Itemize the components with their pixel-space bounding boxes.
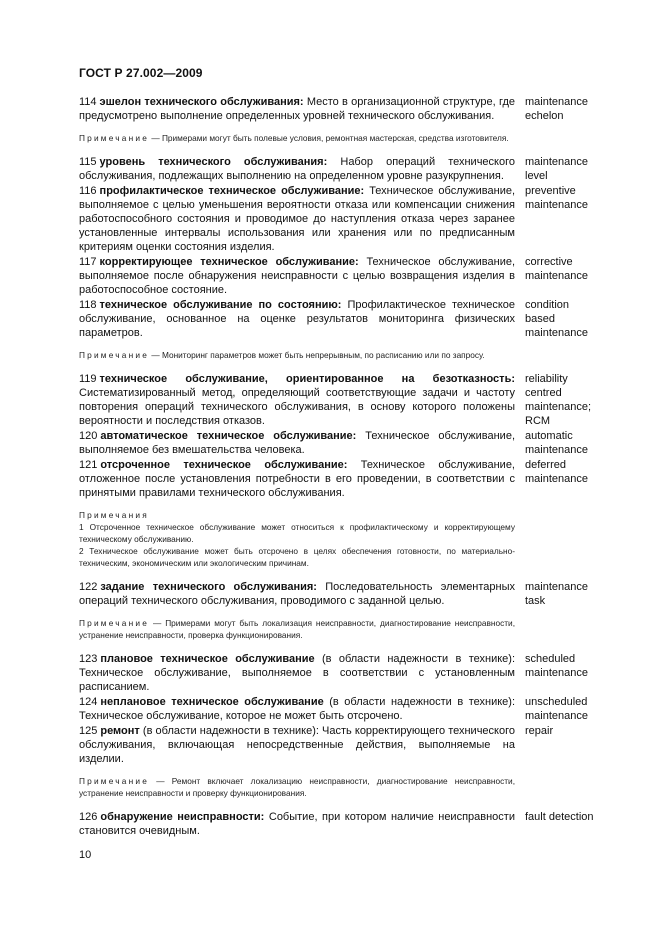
term-definition — [79, 580, 515, 608]
term-number: 126 — [79, 811, 98, 823]
english-equivalent — [525, 724, 620, 766]
term-name: задание технического обслуживания: — [100, 581, 317, 593]
term-entry — [79, 458, 620, 500]
term-entry — [79, 155, 620, 183]
term-name: неплановое техническое обслуживание — [100, 696, 324, 708]
term-number: 116 — [79, 185, 97, 197]
english-term-line: maintenance — [525, 667, 588, 679]
definition-text: Последовательность элементарных операций технического обслуживания, проводимого с заданной целью. — [79, 581, 516, 607]
note-text: — Мониторинг параметров может быть непрерывным, по расписанию или по запросу. — [151, 350, 485, 360]
definition-text: Набор операций технического обслуживания, подлежащих выполнению на определенном уровне разукрупнения. — [79, 156, 515, 182]
english-term-line: level — [525, 170, 548, 182]
term-entry — [79, 724, 620, 766]
term-definition — [79, 652, 515, 694]
english-term-line: maintenance — [525, 581, 588, 593]
term-entry — [79, 184, 620, 254]
term-entry — [79, 372, 620, 428]
term-number: 124 — [79, 696, 98, 708]
english-equivalent — [525, 652, 620, 694]
english-equivalent — [525, 429, 620, 457]
term-number: 117 — [79, 256, 97, 268]
note-label: Примечание — [79, 776, 150, 786]
note-paragraph — [79, 349, 515, 361]
term-entry — [79, 580, 620, 608]
english-term-line: echelon — [525, 110, 564, 122]
english-equivalent — [525, 372, 620, 428]
english-term-line: corrective — [525, 256, 573, 268]
term-note — [79, 775, 515, 799]
term-entry — [79, 652, 620, 694]
term-name: техническое обслуживание по состоянию: — [99, 299, 342, 311]
note-item: 2 Техническое обслуживание может быть отсрочено в целях обеспечения готовности, по материально-техническим, экономическим или экологическим причинам. — [79, 546, 515, 568]
english-term-line: maintenance — [525, 199, 588, 211]
english-term-line: repair — [525, 725, 554, 737]
definition-text: Событие, при котором наличие неисправности становится очевидным. — [79, 811, 515, 837]
english-term-line: maintenance — [525, 96, 588, 108]
english-equivalent — [525, 184, 620, 254]
notes-label: Примечания — [79, 510, 149, 520]
english-term-line: maintenance — [525, 444, 588, 456]
definition-text: Техническое обслуживание, отложенное после установления потребности в его проведении, в соответствии с принятыми правилами технического обслуживания. — [79, 459, 515, 499]
term-name: отсроченное техническое обслуживание: — [100, 459, 348, 471]
term-definition — [79, 184, 515, 254]
note-paragraph — [79, 132, 515, 144]
definition-text: Техническое обслуживание, выполняемое без вмешательства человека. — [79, 430, 516, 456]
definition-text: (в области надежности в технике): Техническое обслуживание, выполняемое в соответствии с установленным расписанием. — [79, 653, 516, 693]
english-equivalent — [525, 255, 620, 297]
term-number: 118 — [79, 299, 97, 311]
note-text: — Примерами могут быть локализация неисправности, диагностирование неисправности, устранение неисправности, проверка функционирования. — [79, 618, 515, 640]
english-term-line: centred — [525, 387, 562, 399]
definition-text: Систематизированный метод, определяющий соответствующие задачи и частоту повторения операций технического обслуживания, в основу которого положены вероятности и последствия отказов. — [79, 387, 515, 427]
english-term-line: deferred — [525, 459, 566, 471]
english-term-line: based — [525, 313, 555, 325]
definition-text: Профилактическое техническое обслуживание, основанное на оценке результатов мониторинга физических параметров. — [79, 299, 515, 339]
english-term-line: maintenance — [525, 473, 588, 485]
term-name: корректирующее техническое обслуживание: — [99, 256, 359, 268]
english-term-line: maintenance — [525, 156, 588, 168]
english-equivalent — [525, 458, 620, 500]
term-name: обнаружение неисправности: — [100, 811, 265, 823]
term-name: профилактическое техническое обслуживание: — [99, 185, 365, 197]
term-entry — [79, 95, 620, 123]
term-name: автоматическое техническое обслуживание: — [100, 430, 357, 442]
term-entry — [79, 810, 620, 838]
english-term-line: condition — [525, 299, 570, 311]
term-number: 119 — [79, 373, 97, 385]
term-definition — [79, 458, 515, 500]
english-term-line: reliability — [525, 373, 568, 385]
english-equivalent — [525, 298, 620, 340]
term-number: 121 — [79, 459, 98, 471]
english-equivalent — [525, 155, 620, 183]
term-definition — [79, 155, 515, 183]
definition-text: Техническое обслуживание, выполняемое с целью уменьшения вероятности отказа или компенсации снижения работоспособного состояния и проводимое до наступления отказа через заранее установленные интервалы использования или хранения или по предписанным критериям оценки состояния изделия. — [79, 185, 516, 253]
note-text: — Ремонт включает локализацию неисправности, диагностирование неисправности, устранение неисправности и проверку функционирования. — [79, 776, 515, 798]
term-definition — [79, 724, 515, 766]
term-definition — [79, 810, 515, 838]
term-name: техническое обслуживание, ориентированное на безотказность: — [99, 373, 515, 385]
english-term-line: automatic — [525, 430, 573, 442]
term-definition — [79, 95, 515, 123]
term-definition — [79, 255, 515, 297]
term-notes — [79, 509, 515, 569]
term-number: 123 — [79, 653, 98, 665]
definition-text: Место в организационной структуре, где предусмотрено выполнение определенных уровней технического обслуживания. — [79, 96, 515, 122]
english-equivalent — [525, 95, 620, 123]
term-name: уровень технического обслуживания: — [99, 156, 328, 168]
note-label: Примечание — [79, 350, 150, 360]
note-text: — Примерами могут быть полевые условия, ремонтная мастерская, средства изготовителя. — [151, 133, 509, 143]
term-number: 114 — [79, 96, 97, 108]
definition-text: (в области надежности в технике): Техническое обслуживание, которое не может быть отсрочено. — [79, 696, 516, 722]
term-entry — [79, 429, 620, 457]
english-term-line: maintenance — [525, 710, 588, 722]
term-name: ремонт — [100, 725, 140, 737]
english-term-line: preventive — [525, 185, 576, 197]
term-number: 120 — [79, 430, 98, 442]
document-header: ГОСТ Р 27.002—2009 — [79, 66, 203, 80]
note-paragraph — [79, 775, 515, 799]
terms-list — [79, 95, 620, 839]
term-number: 125 — [79, 725, 98, 737]
term-entry — [79, 695, 620, 723]
page-number: 10 — [79, 849, 92, 861]
definition-text: Техническое обслуживание, выполняемое после обнаружения неисправности с целью возвращения изделия в работоспособное состояние. — [79, 256, 516, 296]
english-term-line: scheduled — [525, 653, 576, 665]
english-term-line: maintenance — [525, 270, 588, 282]
english-equivalent — [525, 695, 620, 723]
term-entry — [79, 255, 620, 297]
english-term-line: RCM — [525, 415, 551, 427]
definition-text: (в области надежности в технике): Часть корректирующего технического обслуживания, включающая непосредственные действия, выполняемые на изделии. — [79, 725, 515, 765]
note-paragraph — [79, 617, 515, 641]
term-note — [79, 132, 515, 144]
term-number: 122 — [79, 581, 98, 593]
english-equivalent — [525, 810, 620, 838]
english-term-line: task — [525, 595, 546, 607]
term-name: эшелон технического обслуживания: — [99, 96, 304, 108]
english-equivalent — [525, 580, 620, 608]
term-entry — [79, 298, 620, 340]
term-note — [79, 349, 515, 361]
english-term-line: fault detection — [525, 811, 594, 823]
term-definition — [79, 429, 515, 457]
term-definition — [79, 298, 515, 340]
term-name: плановое техническое обслуживание — [100, 653, 315, 665]
term-definition — [79, 695, 515, 723]
note-item: 1 Отсроченное техническое обслуживание может относиться к профилактическому и корректирующему техническому обслуживанию. — [79, 522, 515, 544]
term-number: 115 — [79, 156, 97, 168]
english-term-line: maintenance — [525, 327, 588, 339]
note-label: Примечание — [79, 618, 150, 628]
english-term-line: unscheduled — [525, 696, 588, 708]
note-label: Примечание — [79, 133, 150, 143]
english-term-line: maintenance; — [525, 401, 592, 413]
term-definition — [79, 372, 515, 428]
term-note — [79, 617, 515, 641]
